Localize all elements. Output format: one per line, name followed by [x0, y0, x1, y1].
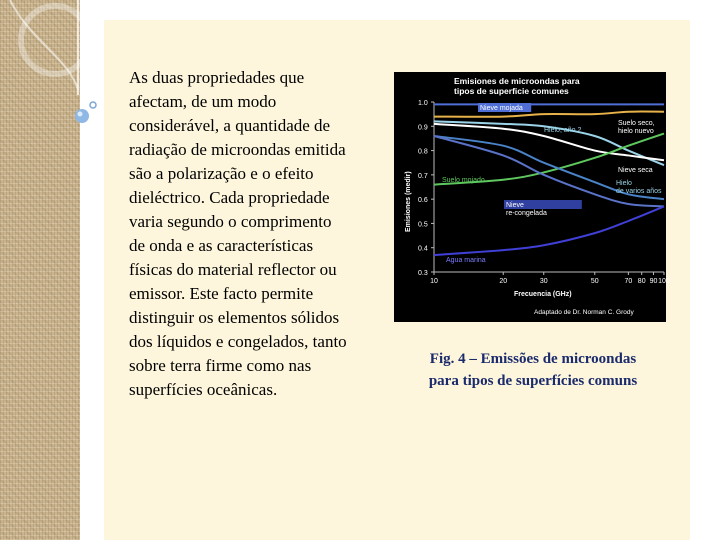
- y-tick-label: 1.0: [418, 100, 428, 107]
- x-tick-label: 50: [590, 278, 599, 285]
- slide-body-text: As duas propriedades que afectam, de um modo considerável, a quantidade de radiação de microondas emitida são a polarização e o efeito dieléctrico. Cada propriedade varia segundo o comprimento de onda e as características físicas do material reflector ou emissor. Este facto permite distinguir os elementos sólidos dos líquidos e congelados, tanto sobre terra firme como nas superfícies oceânicas.: [129, 68, 347, 399]
- microwave-emission-chart: [394, 72, 670, 322]
- x-tick-label: 100: [658, 278, 670, 285]
- decorative-swirl: [0, 0, 110, 140]
- series-label: Hielo, año 2: [544, 127, 582, 134]
- series-label: Nieve seca: [618, 167, 653, 174]
- series-label: Nieve re-congelada: [506, 202, 547, 217]
- x-tick-label: 20: [499, 278, 508, 285]
- series-label: Hielo de varios años: [616, 180, 662, 195]
- x-tick-label: 30: [539, 278, 548, 285]
- chart-credit: Adaptado de Dr. Norman C. Grody: [534, 309, 634, 316]
- series-label: Agua marina: [446, 257, 486, 264]
- chart-svg: [394, 72, 670, 322]
- chart-x-axis-label: Frecuencia (GHz): [514, 291, 572, 298]
- x-tick-label: 10: [430, 278, 438, 285]
- series-line-suelo-seco-hielo-nuevo: [434, 112, 664, 117]
- y-tick-label: 0.3: [418, 270, 428, 277]
- y-tick-label: 0.4: [418, 245, 428, 253]
- series-label: Suelo mojado: [442, 177, 485, 184]
- figure-caption: Fig. 4 – Emissões de microondas para tipos de superfícies comuns: [428, 351, 638, 389]
- x-tick-label: 70: [624, 278, 633, 285]
- y-tick-label: 0.6: [418, 197, 428, 205]
- chart-y-axis-label: Emisiones (medir): [405, 171, 412, 232]
- y-tick-label: 0.7: [418, 172, 428, 180]
- series-line-agua-marina: [434, 206, 664, 255]
- series-label: Nieve mojada: [480, 105, 523, 112]
- y-tick-label: 0.9: [418, 124, 428, 132]
- x-tick-label: 90: [649, 278, 658, 285]
- series-label: Suelo seco, hielo nuevo: [618, 120, 655, 135]
- y-tick-label: 0.8: [418, 148, 428, 156]
- chart-title: Emisiones de microondas para tipos de superficie comunes: [454, 76, 580, 96]
- x-tick-label: 80: [637, 278, 646, 285]
- y-tick-label: 0.5: [418, 221, 428, 229]
